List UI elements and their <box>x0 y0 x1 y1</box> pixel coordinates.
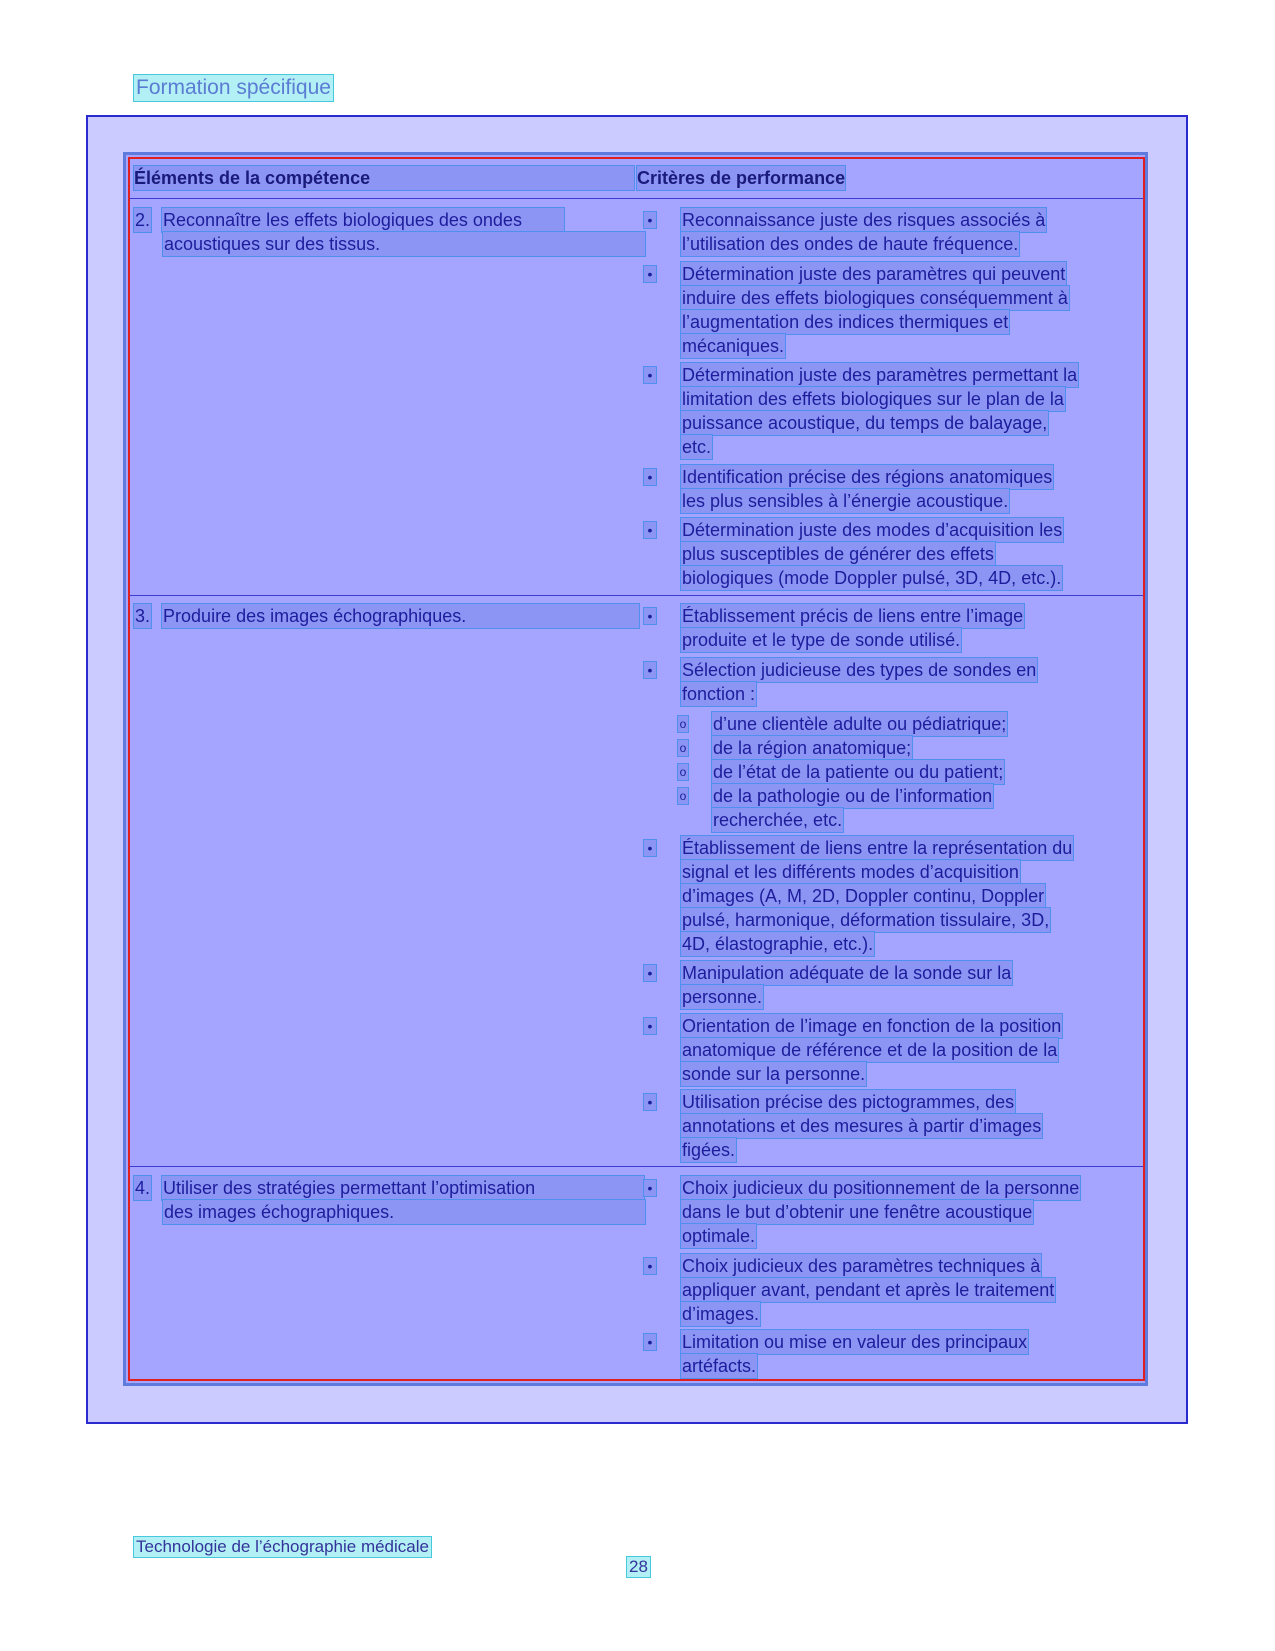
element-text-line: acoustiques sur des tissus. <box>163 232 645 256</box>
criterion-item <box>681 961 1012 1009</box>
criterion-text-line: Utilisation précise des pictogrammes, des <box>682 1092 1015 1112</box>
row-divider <box>130 198 1143 199</box>
criterion-item <box>681 1090 1042 1162</box>
criterion-text-line: personne. <box>682 987 763 1007</box>
sub-bullet-icon: o <box>679 765 687 779</box>
bullet-icon: • <box>644 840 656 856</box>
criterion-text-line: annotations et des mesures à partir d’images <box>682 1116 1042 1136</box>
criterion-text-line: Manipulation adéquate de la sonde sur la <box>682 963 1012 983</box>
criterion-item <box>681 836 1073 956</box>
bullet-icon: • <box>644 965 656 981</box>
criterion-text-line: Établissement précis de liens entre l’image <box>682 606 1024 626</box>
element-text-line: Utiliser des stratégies permettant l’optimisation <box>162 1176 644 1200</box>
criterion-text-line: 4D, élastographie, etc.). <box>682 934 874 954</box>
criterion-text-line: figées. <box>682 1140 736 1160</box>
page-header: Formation spécifique <box>136 76 331 99</box>
criterion-item <box>681 363 1078 459</box>
criterion-text-line: signal et les différents modes d’acquisition <box>682 862 1019 882</box>
criterion-text-line: appliquer avant, pendant et après le traitement <box>682 1280 1055 1300</box>
criterion-text-line: Établissement de liens entre la représentation du <box>682 838 1073 858</box>
criterion-text-line: pulsé, harmonique, déformation tissulaire, 3D, <box>682 910 1050 930</box>
criterion-text-line: Limitation ou mise en valeur des principaux <box>682 1332 1028 1352</box>
bullet-icon: • <box>644 1258 656 1274</box>
sub-criterion-text-line: de la région anatomique; <box>713 738 912 758</box>
bullet-icon: • <box>644 212 656 228</box>
criterion-text-line: Sélection judicieuse des types de sondes en <box>682 660 1037 680</box>
criterion-item <box>681 518 1063 590</box>
criterion-text-line: Choix judicieux des paramètres techniques à <box>682 1256 1041 1276</box>
col-header-elements: Éléments de la compétence <box>134 166 634 190</box>
sub-criterion-text-line: d’une clientèle adulte ou pédiatrique; <box>713 714 1007 734</box>
bullet-icon: • <box>644 469 656 485</box>
col-header-criteria: Critères de performance <box>637 168 846 188</box>
criterion-text-line: induire des effets biologiques conséquemment à <box>682 288 1068 308</box>
criterion-item <box>681 1176 1080 1248</box>
element-text-line: des images échographiques. <box>163 1200 645 1224</box>
criterion-text-line: puissance acoustique, du temps de balayage, <box>682 413 1048 433</box>
bullet-icon: • <box>644 662 656 678</box>
criterion-text-line: plus susceptibles de générer des effets <box>682 544 994 564</box>
criterion-text-line: Détermination juste des paramètres permettant la <box>682 365 1078 385</box>
element-number: 3. <box>135 606 151 626</box>
row-divider <box>130 1166 1143 1167</box>
criterion-text-line: dans le but d’obtenir une fenêtre acoustique <box>682 1202 1033 1222</box>
criterion-item <box>681 465 1053 513</box>
element-text-line: Reconnaître les effets biologiques des ondes <box>162 208 564 232</box>
bullet-icon: • <box>644 1180 656 1196</box>
criterion-text-line: d’images (A, M, 2D, Doppler continu, Doppler <box>682 886 1045 906</box>
criterion-text-line: Choix judicieux du positionnement de la personne <box>682 1178 1080 1198</box>
sub-bullet-icon: o <box>679 717 687 731</box>
criterion-item <box>681 604 1024 652</box>
element-4 <box>134 1176 645 1224</box>
sub-criterion-text-line: de l’état de la patiente ou du patient; <box>713 762 1004 782</box>
bullet-icon: • <box>644 1094 656 1110</box>
bullet-icon: • <box>644 367 656 383</box>
criterion-text-line: limitation des effets biologiques sur le plan de la <box>682 389 1064 409</box>
row-divider <box>130 595 1143 596</box>
criterion-text-line: Détermination juste des paramètres qui peuvent <box>682 264 1066 284</box>
criterion-text-line: artéfacts. <box>682 1356 757 1376</box>
bullet-icon: • <box>644 608 656 624</box>
criterion-text-line: sonde sur la personne. <box>682 1064 866 1084</box>
footer-title: Technologie de l’échographie médicale <box>136 1537 429 1556</box>
bullet-icon: • <box>644 522 656 538</box>
criterion-item <box>681 1254 1055 1326</box>
sub-criterion-text-line: recherchée, etc. <box>713 810 843 830</box>
sub-bullet-icon: o <box>679 741 687 755</box>
criterion-item <box>681 1330 1028 1378</box>
criterion-item <box>681 208 1046 256</box>
criterion-text-line: etc. <box>682 437 712 457</box>
criterion-text-line: Identification précise des régions anatomiques <box>682 467 1053 487</box>
bullet-icon: • <box>644 266 656 282</box>
bullet-icon: • <box>644 1018 656 1034</box>
criterion-text-line: Reconnaissance juste des risques associés à <box>682 210 1046 230</box>
criterion-text-line: fonction : <box>682 684 756 704</box>
criterion-text-line: l’augmentation des indices thermiques et <box>682 312 1009 332</box>
criterion-text-line: anatomique de référence et de la position de la <box>682 1040 1058 1060</box>
criterion-text-line: mécaniques. <box>682 336 785 356</box>
element-text-line: Produire des images échographiques. <box>162 604 639 628</box>
criterion-item <box>681 262 1069 358</box>
criterion-text-line: les plus sensibles à l’énergie acoustique. <box>682 491 1009 511</box>
criterion-text-line: Orientation de l’image en fonction de la position <box>682 1016 1062 1036</box>
sub-criterion-text-line: de la pathologie ou de l’information <box>713 786 993 806</box>
criterion-text-line: Détermination juste des modes d’acquisition les <box>682 520 1063 540</box>
element-number: 4. <box>135 1178 151 1198</box>
criterion-text-line: optimale. <box>682 1226 756 1246</box>
element-3 <box>134 604 639 628</box>
element-number: 2. <box>135 210 151 230</box>
criterion-text-line: biologiques (mode Doppler pulsé, 3D, 4D, etc.). <box>682 568 1062 588</box>
element-2 <box>134 208 645 256</box>
criterion-text-line: produite et le type de sonde utilisé. <box>682 630 961 650</box>
criterion-text-line: d’images. <box>682 1304 760 1324</box>
page-number: 28 <box>629 1557 648 1576</box>
criterion-item <box>681 658 1037 706</box>
bullet-icon: • <box>644 1334 656 1350</box>
criterion-text-line: l’utilisation des ondes de haute fréquence. <box>682 234 1019 254</box>
criterion-item <box>681 1014 1062 1086</box>
sub-bullet-icon: o <box>679 789 687 803</box>
